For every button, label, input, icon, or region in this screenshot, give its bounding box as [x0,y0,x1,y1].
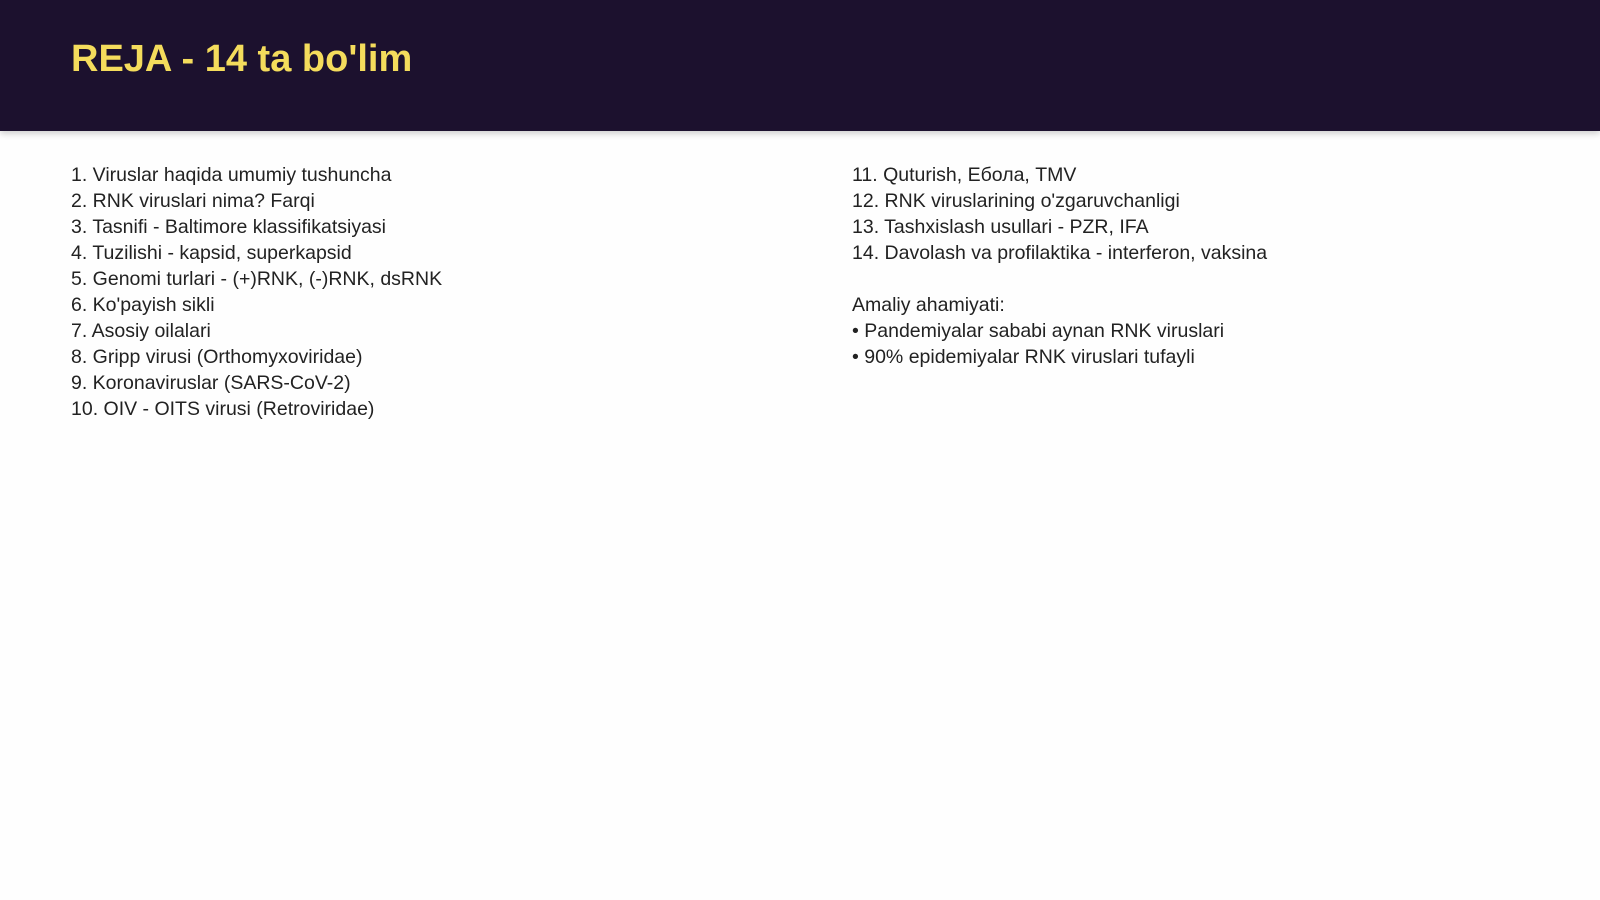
list-item: 14. Davolash va profilaktika - interferon, vaksina [852,242,1268,264]
title-bar [0,0,1600,131]
list-item: 6. Ko'payish sikli [71,294,215,316]
list-item: 12. RNK viruslarining o'zgaruvchanligi [852,190,1180,212]
list-item: 2. RNK viruslari nima? Farqi [71,190,315,212]
list-item: 5. Genomi turlari - (+)RNK, (-)RNK, dsRNK [71,268,443,290]
list-item: 13. Tashxislash usullari - PZR, IFA [852,216,1149,238]
list-item: 4. Tuzilishi - kapsid, superkapsid [71,242,352,264]
list-item: 8. Gripp virusi (Orthomyxoviridae) [71,346,363,368]
list-spacer [852,266,1552,292]
section-heading: Amaliy ahamiyati: [852,294,1005,316]
slide-title: REJA - 14 ta bo'lim [71,38,413,80]
list-item: 10. OIV - OITS virusi (Retroviridae) [71,398,375,420]
bullet-item: • Pandemiyalar sababi aynan RNK viruslari [852,320,1225,342]
right-column-list [852,162,1552,370]
list-item: 9. Koronaviruslar (SARS-CoV-2) [71,372,351,394]
bullet-item: • 90% epidemiyalar RNK viruslari tufayli [852,346,1195,368]
list-item: 3. Tasnifi - Baltimore klassifikatsiyasi [71,216,386,238]
list-item: 7. Asosiy oilalari [71,320,211,342]
list-item: 1. Viruslar haqida umumiy tushuncha [71,164,392,186]
list-item: 11. Quturish, Ебола, TMV [852,164,1077,186]
left-column-list [71,162,771,422]
